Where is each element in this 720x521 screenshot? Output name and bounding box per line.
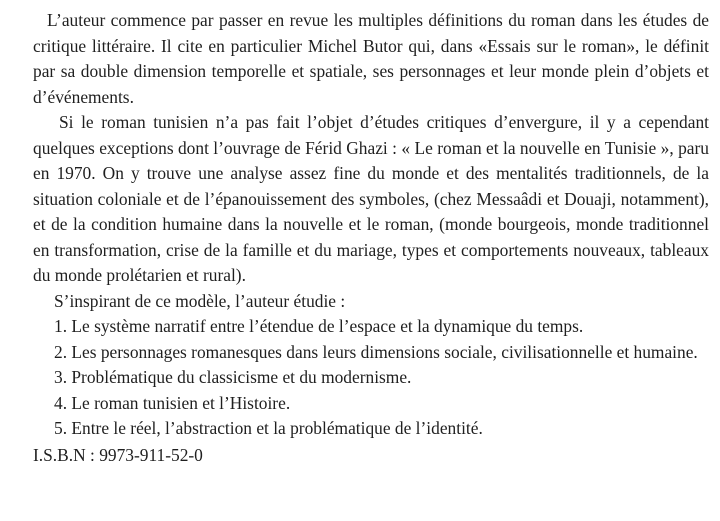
list-item: 1. Le système narratif entre l’étendue de l’espace et la dynamique du temps. — [54, 316, 584, 336]
list-item: 5. Entre le réel, l’abstraction et la problématique de l’identité. — [54, 418, 483, 438]
list-item: 3. Problématique du classicisme et du modernisme. — [54, 367, 412, 387]
paragraph-intro: L’auteur commence par passer en revue les multiples définitions du roman dans les études de critique littéraire. Il cite en particulier Michel Butor qui, dans «Essais sur le roman», le définit par sa double dimension temporelle et spatiale, ses personnages et leur monde plein d’objets et d’événements. — [33, 10, 709, 107]
paragraph-tunisian-novel: Si le roman tunisien n’a pas fait l’objet d’études critiques d’envergure, il y a cependant quelques exceptions dont l’ouvrage de Férid Ghazi : « Le roman et la nouvelle en Tunisie », paru en 1970. On y trouve une analyse assez fine du monde et des mentalités traditionnels, de la situation coloniale et de l’épanouissement des symboles, (chez Messaâdi et Douaji, notamment), et de la condition humaine dans la nouvelle et le roman, (monde bourgeois, monde traditionnel en transformation, crise de la famille et du mariage, types et comportements nouveaux, tableaux du monde prolétarien et rural). — [33, 112, 709, 285]
study-topics-list — [33, 314, 709, 442]
list-item: 2. Les personnages romanesques dans leurs dimensions sociale, civilisationnelle et humaine. — [54, 341, 698, 362]
isbn: I.S.B.N : 9973-911-52-0 — [33, 444, 203, 465]
list-item: 4. Le roman tunisien et l’Histoire. — [54, 392, 291, 413]
paragraph-study-intro: S’inspirant de ce modèle, l’auteur étudie : — [54, 290, 346, 311]
